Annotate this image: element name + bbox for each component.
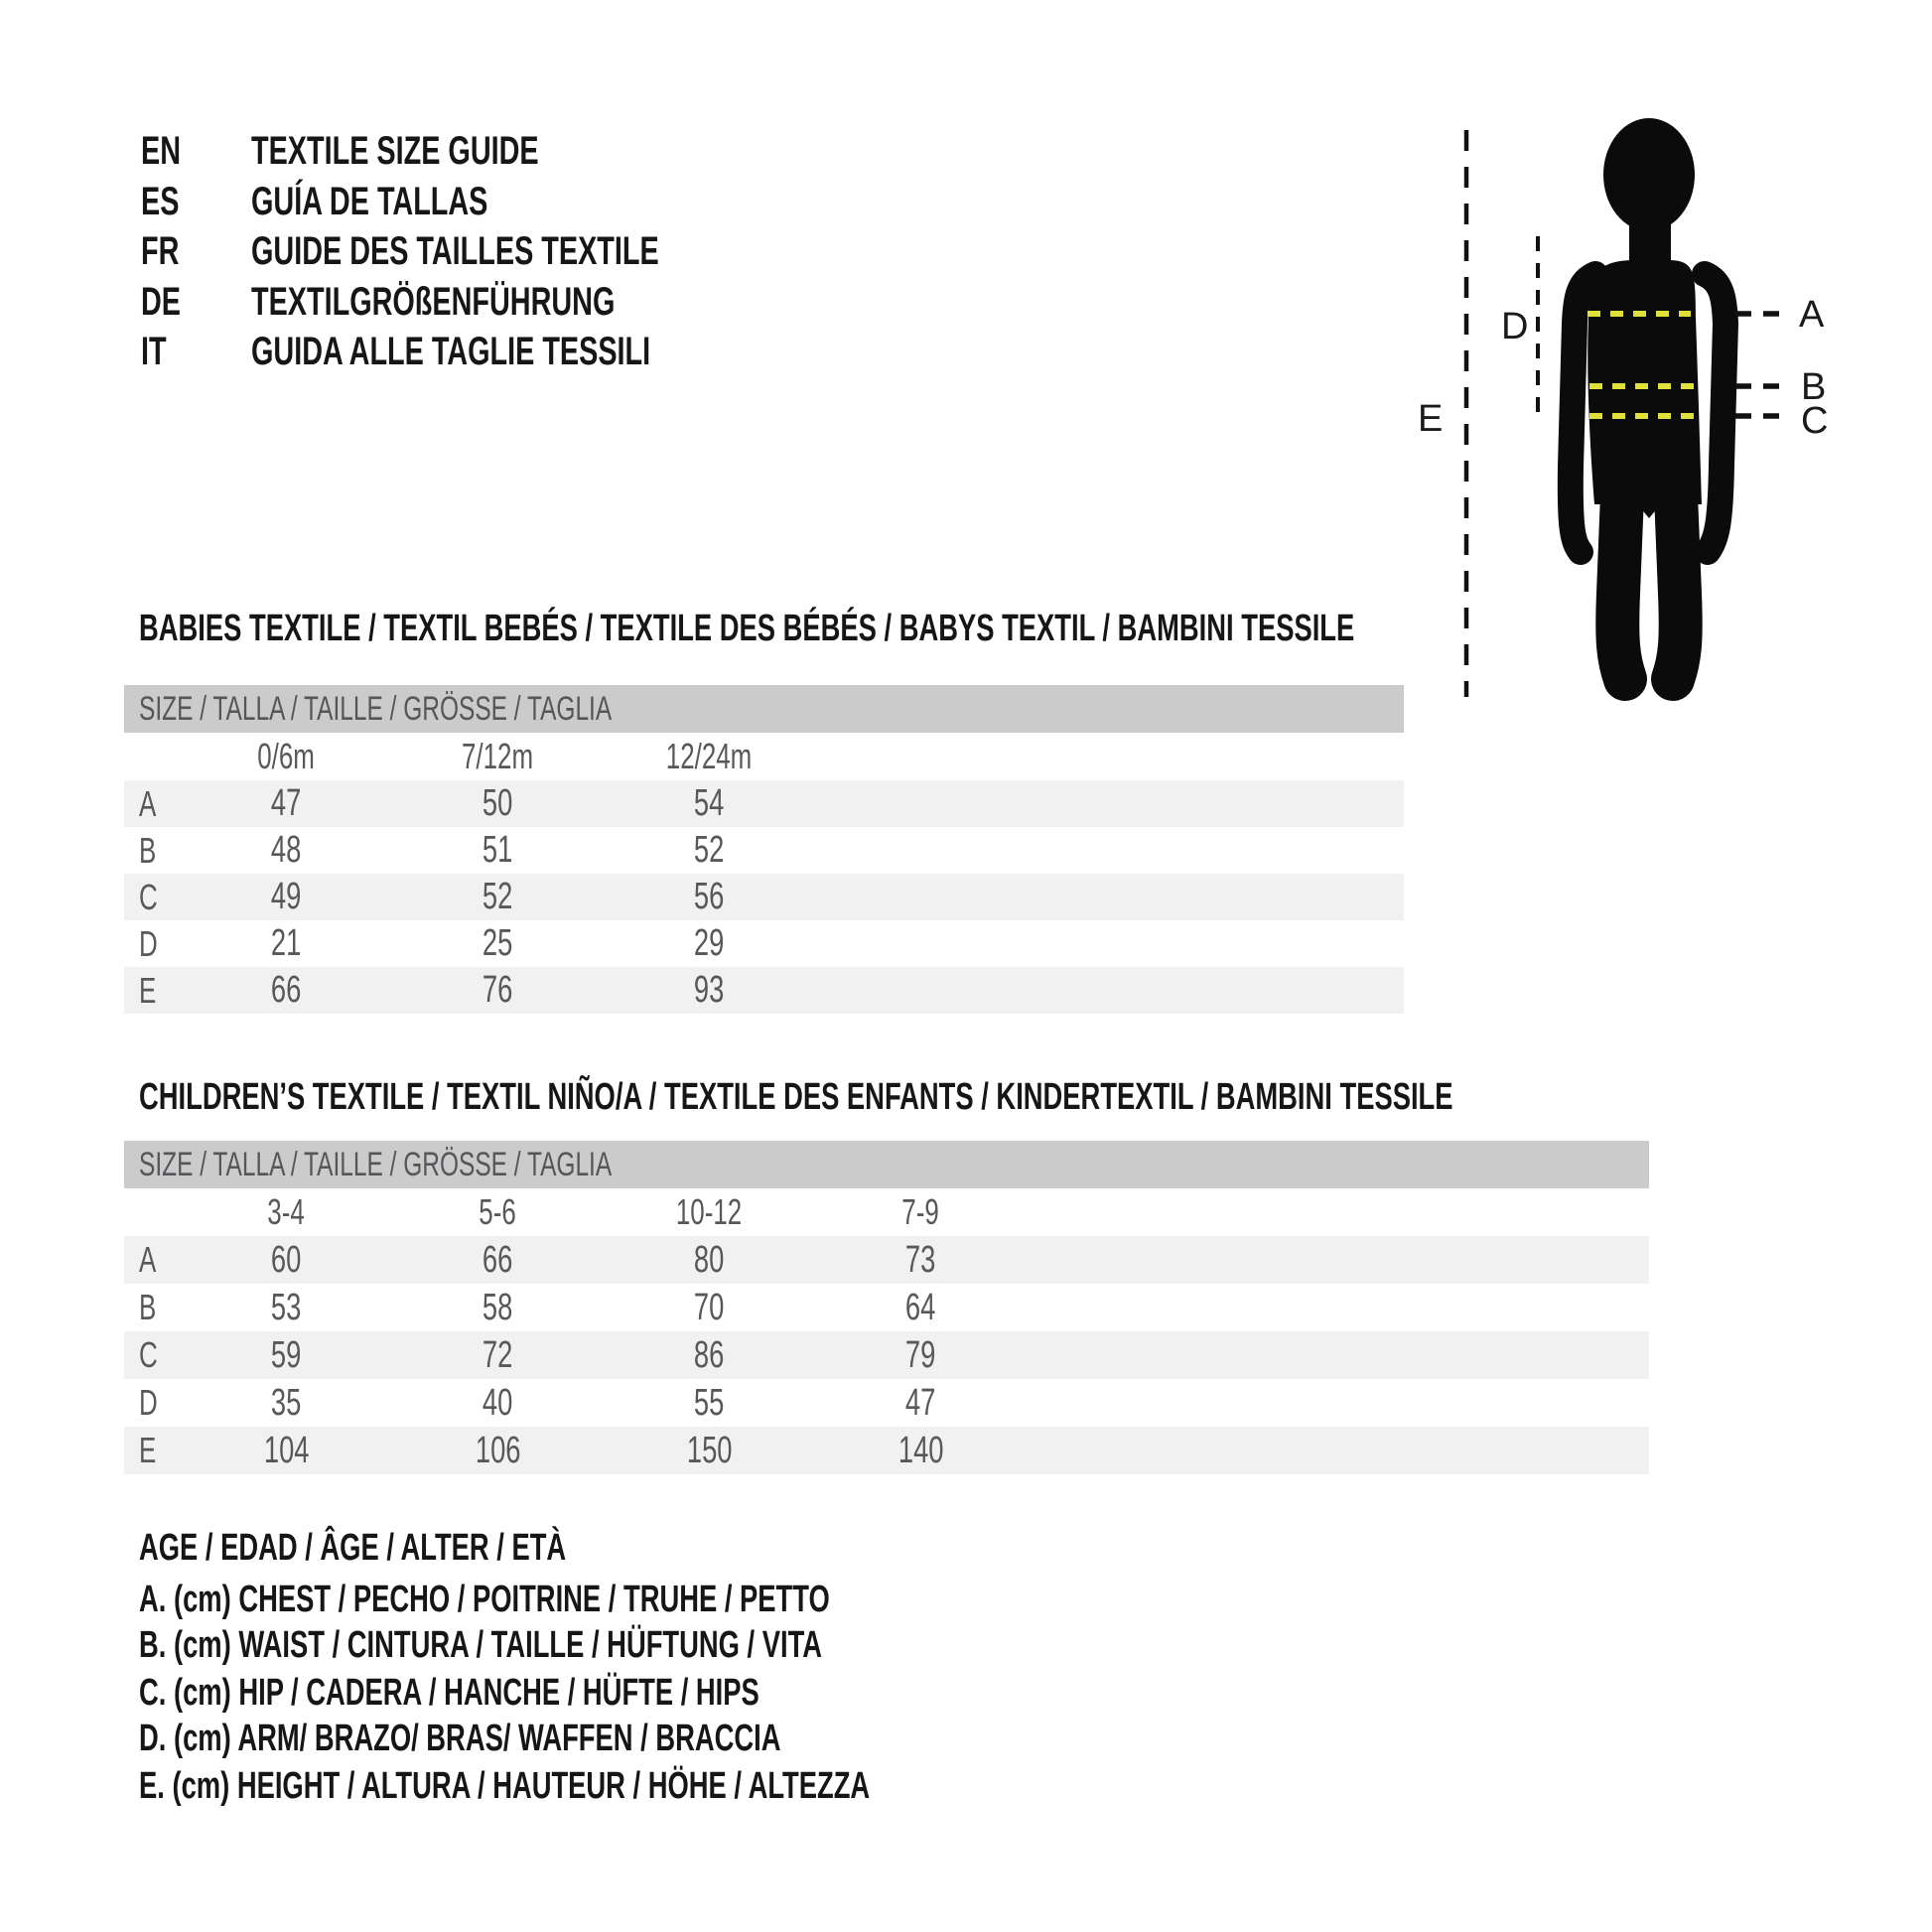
row-label: A (139, 782, 157, 824)
table-cell: 86 (694, 1333, 725, 1376)
babies-size-table (124, 685, 1404, 1014)
language-code: DE (141, 280, 182, 324)
language-row-fr (0, 226, 894, 276)
legend-line-chest: A. (cm) CHEST / PECHO / POITRINE / TRUHE / PETTO (139, 1579, 830, 1620)
table-cell: 79 (905, 1333, 936, 1376)
table-row (124, 1427, 1649, 1474)
silhouette-right-arm (1705, 274, 1725, 552)
table-cell: 53 (271, 1286, 302, 1328)
table-cell: 25 (483, 922, 513, 964)
silhouette-left-leg (1617, 494, 1625, 679)
language-code: FR (141, 229, 180, 273)
children-section-heading (139, 1074, 1932, 1120)
table-cell: 73 (905, 1238, 936, 1281)
table-cell: 21 (271, 922, 302, 964)
table-cell: 47 (271, 782, 302, 824)
language-row-it (0, 327, 894, 376)
legend-line-height: E. (cm) HEIGHT / ALTURA / HAUTEUR / HÖHE / ALTEZZA (139, 1765, 871, 1807)
column-header: 12/24m (666, 736, 753, 776)
legend-line-arm: D. (cm) ARM/ BRAZO/ BRAS/ WAFFEN / BRACCIA (139, 1718, 781, 1759)
column-header: 7/12m (462, 736, 534, 776)
table-cell: 52 (694, 829, 725, 871)
table-row (124, 1379, 1649, 1427)
language-title: GUIDA ALLE TAGLIE TESSILI (251, 330, 651, 373)
children-heading-text: CHILDREN’S TEXTILE / TEXTIL NIÑO/A / TEXTILE DES ENFANTS / KINDERTEXTIL / BAMBINI TESSILE (139, 1076, 1453, 1118)
table-row (124, 827, 1404, 874)
language-row-de (0, 277, 894, 327)
column-header: 10-12 (676, 1191, 743, 1232)
table-cell: 55 (694, 1381, 725, 1424)
table-cell: 51 (483, 829, 513, 871)
size-header-text: SIZE / TALLA / TAILLE / GRÖSSE / TAGLIA (139, 689, 613, 728)
table-cell: 59 (271, 1333, 302, 1376)
column-header: 0/6m (257, 736, 316, 776)
child-measurement-figure (1370, 79, 1932, 774)
table-cell: 72 (483, 1333, 513, 1376)
table-cell: 54 (694, 782, 725, 824)
language-title: GUIDE DES TAILLES TEXTILE (251, 229, 659, 273)
children-column-header-row (124, 1188, 1649, 1236)
table-cell: 106 (475, 1429, 521, 1471)
table-cell: 56 (694, 876, 725, 917)
legend-line-hip: C. (cm) HIP / CADERA / HANCHE / HÜFTE / HIPS (139, 1672, 759, 1714)
table-row (124, 874, 1404, 920)
table-cell: 60 (271, 1238, 302, 1281)
silhouette-torso (1587, 260, 1702, 504)
table-cell: 93 (694, 969, 725, 1011)
table-cell: 70 (694, 1286, 725, 1328)
table-cell: 35 (271, 1381, 302, 1424)
table-cell: 52 (483, 876, 513, 917)
row-label: C (139, 1334, 158, 1375)
row-label: E (139, 1430, 157, 1470)
table-row (124, 780, 1404, 827)
table-row (124, 1236, 1649, 1284)
row-label: B (139, 1287, 157, 1327)
measure-label-c: C (1801, 400, 1829, 442)
babies-column-header-row (124, 733, 1404, 780)
table-cell: 50 (483, 782, 513, 824)
measure-label-e: E (1418, 398, 1444, 440)
table-cell: 104 (263, 1429, 310, 1471)
table-cell: 47 (905, 1381, 936, 1424)
language-code: EN (141, 129, 182, 173)
column-header: 3-4 (267, 1191, 306, 1232)
language-row-es (0, 177, 894, 226)
table-cell: 66 (271, 969, 302, 1011)
table-row (124, 967, 1404, 1014)
table-cell: 150 (686, 1429, 733, 1471)
table-cell: 29 (694, 922, 725, 964)
size-header-text: SIZE / TALLA / TAILLE / GRÖSSE / TAGLIA (139, 1145, 613, 1183)
column-header: 5-6 (479, 1191, 517, 1232)
babies-section-heading (139, 606, 1827, 651)
table-cell: 80 (694, 1238, 725, 1281)
table-cell: 40 (483, 1381, 513, 1424)
language-code: IT (141, 330, 167, 373)
table-row (124, 920, 1404, 967)
children-size-table (124, 1141, 1649, 1474)
row-label: A (139, 1239, 157, 1280)
table-cell: 66 (483, 1238, 513, 1281)
table-cell: 48 (271, 829, 302, 871)
measure-label-b: B (1801, 366, 1827, 408)
row-label: D (139, 922, 158, 964)
language-title: TEXTILGRÖßENFÜHRUNG (251, 280, 616, 324)
table-cell: 64 (905, 1286, 936, 1328)
language-code: ES (141, 180, 180, 223)
row-label: E (139, 969, 157, 1011)
table-row (124, 1284, 1649, 1331)
row-label: C (139, 876, 158, 917)
table-cell: 49 (271, 876, 302, 917)
table-cell: 140 (897, 1429, 944, 1471)
table-cell: 58 (483, 1286, 513, 1328)
measure-label-a: A (1799, 294, 1825, 336)
row-label: D (139, 1382, 158, 1423)
babies-heading-text: BABIES TEXTILE / TEXTIL BEBÉS / TEXTILE DES BÉBÉS / BABYS TEXTIL / BAMBINI TESSILE (139, 608, 1355, 649)
table-row (124, 1331, 1649, 1379)
measure-label-d: D (1501, 306, 1529, 347)
language-title: GUÍA DE TALLAS (251, 180, 488, 223)
language-row-en (0, 126, 894, 176)
babies-size-header-bar (124, 685, 1404, 733)
children-size-header-bar (124, 1141, 1649, 1188)
legend-line-age: AGE / EDAD / ÂGE / ALTER / ETÀ (139, 1527, 567, 1569)
language-title: TEXTILE SIZE GUIDE (251, 129, 539, 173)
legend-line-waist: B. (cm) WAIST / CINTURA / TAILLE / HÜFTUNG / VITA (139, 1624, 823, 1666)
child-silhouette (1571, 118, 1725, 679)
column-header: 7-9 (901, 1191, 940, 1232)
row-label: B (139, 829, 157, 871)
silhouette-right-leg (1673, 494, 1681, 679)
silhouette-neck (1629, 199, 1671, 266)
table-cell: 76 (483, 969, 513, 1011)
